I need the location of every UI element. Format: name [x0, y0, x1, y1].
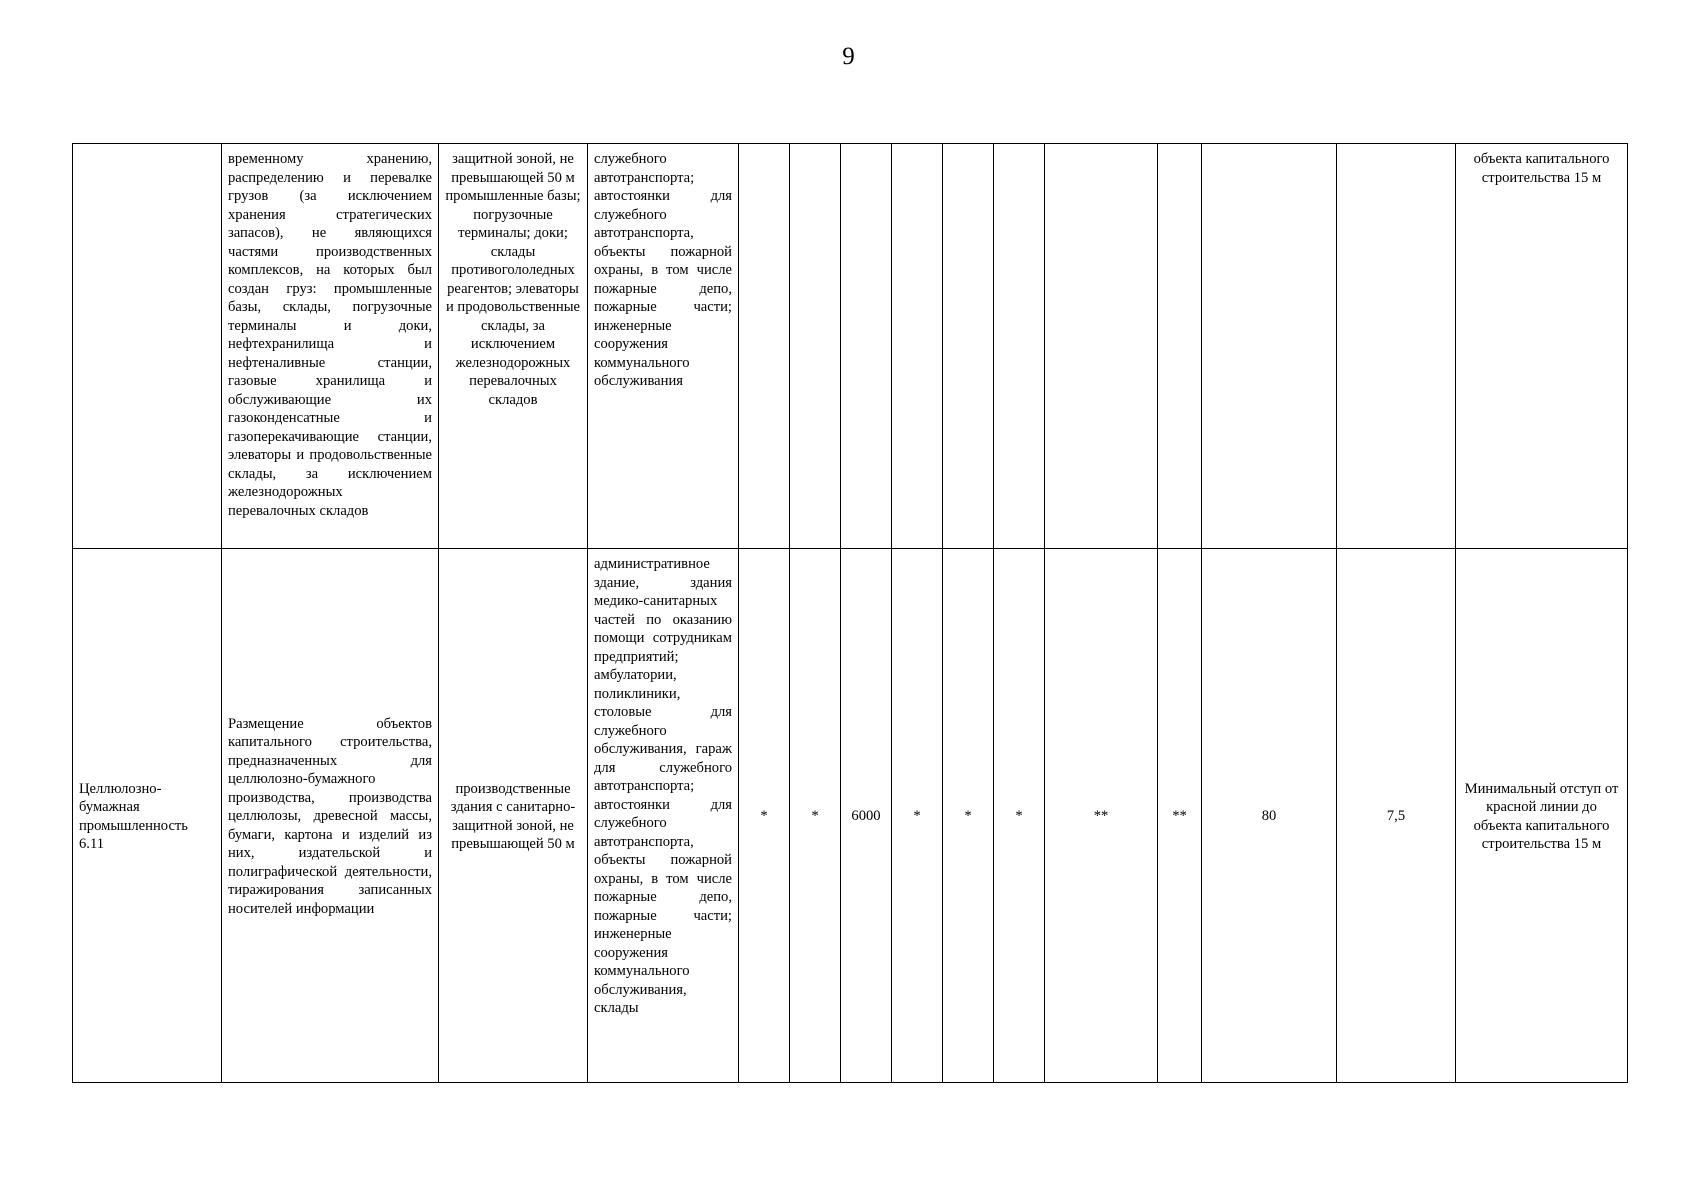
table-cell [1045, 144, 1158, 549]
table-cell [943, 144, 994, 549]
table-cell [892, 144, 943, 549]
table-cell: 7,5 [1337, 549, 1456, 1083]
table-cell [739, 144, 790, 549]
table-cell [790, 144, 841, 549]
table-cell: 6000 [841, 549, 892, 1083]
table-cell: * [790, 549, 841, 1083]
table-cell: служебного автотранспорта; автостоянки для служебного автотранспорта, объекты пожарной охраны, в том числе пожарные депо, пожарные части; инженерные сооружения коммунального обслуживания [588, 144, 739, 549]
table-cell: Размещение объектов капитального строительства, предназначенных для целлюлозно-бумажного производства, производства целлюлозы, древесной массы, бумаги, картона и изделий из них, издательской и полиграфической деятельности, тиражирования записанных носителей информации [222, 549, 439, 1083]
table-cell: * [943, 549, 994, 1083]
table-row [73, 549, 1628, 1083]
table-cell: временному хранению, распределению и перевалке грузов (за исключением хранения стратегических запасов), не являющихся частями производственных комплексов, на которых был создан груз: промышленные базы, склады, погрузочные терминалы и доки, нефтехранилища и нефтеналивные станции, газовые хранилища и обслуживающие их газоконденсатные и газоперекачивающие станции, элеваторы и продовольственные склады, за исключением железнодорожных перевалочных складов [222, 144, 439, 549]
table-cell [73, 144, 222, 549]
table-cell: 80 [1202, 549, 1337, 1083]
table-cell: * [739, 549, 790, 1083]
table-cell: Минимальный отступ от красной линии до объекта капитального строительства 15 м [1456, 549, 1628, 1083]
table-cell [994, 144, 1045, 549]
table-row [73, 144, 1628, 549]
table-cell: * [994, 549, 1045, 1083]
table-cell: * [892, 549, 943, 1083]
regulations-table [72, 143, 1628, 1083]
table-cell: ** [1158, 549, 1202, 1083]
table-cell: ** [1045, 549, 1158, 1083]
table-cell: административное здание, здания медико-санитарных частей по оказанию помощи сотрудникам предприятий; амбулатории, поликлиники, столовые для служебного обслуживания, гараж для служебного автотранспорта; автостоянки для служебного автотранспорта, объекты пожарной охраны, в том числе пожарные депо, пожарные части; инженерные сооружения коммунального обслуживания, склады [588, 549, 739, 1083]
table-cell: производственные здания с санитарно-защитной зоной, не превышающей 50 м [439, 549, 588, 1083]
table-cell [1202, 144, 1337, 549]
table-cell [841, 144, 892, 549]
table-cell [1158, 144, 1202, 549]
table-cell: объекта капитального строительства 15 м [1456, 144, 1628, 549]
table-cell [1337, 144, 1456, 549]
table-cell: Целлюлозно-бумажная промышленность 6.11 [73, 549, 222, 1083]
page-number: 9 [842, 43, 855, 70]
table-cell: защитной зоной, не превышающей 50 м промышленные базы; погрузочные терминалы; доки; склады противогололедных реагентов; элеваторы и продовольственные склады, за исключением железнодорожных перевалочных складов [439, 144, 588, 549]
